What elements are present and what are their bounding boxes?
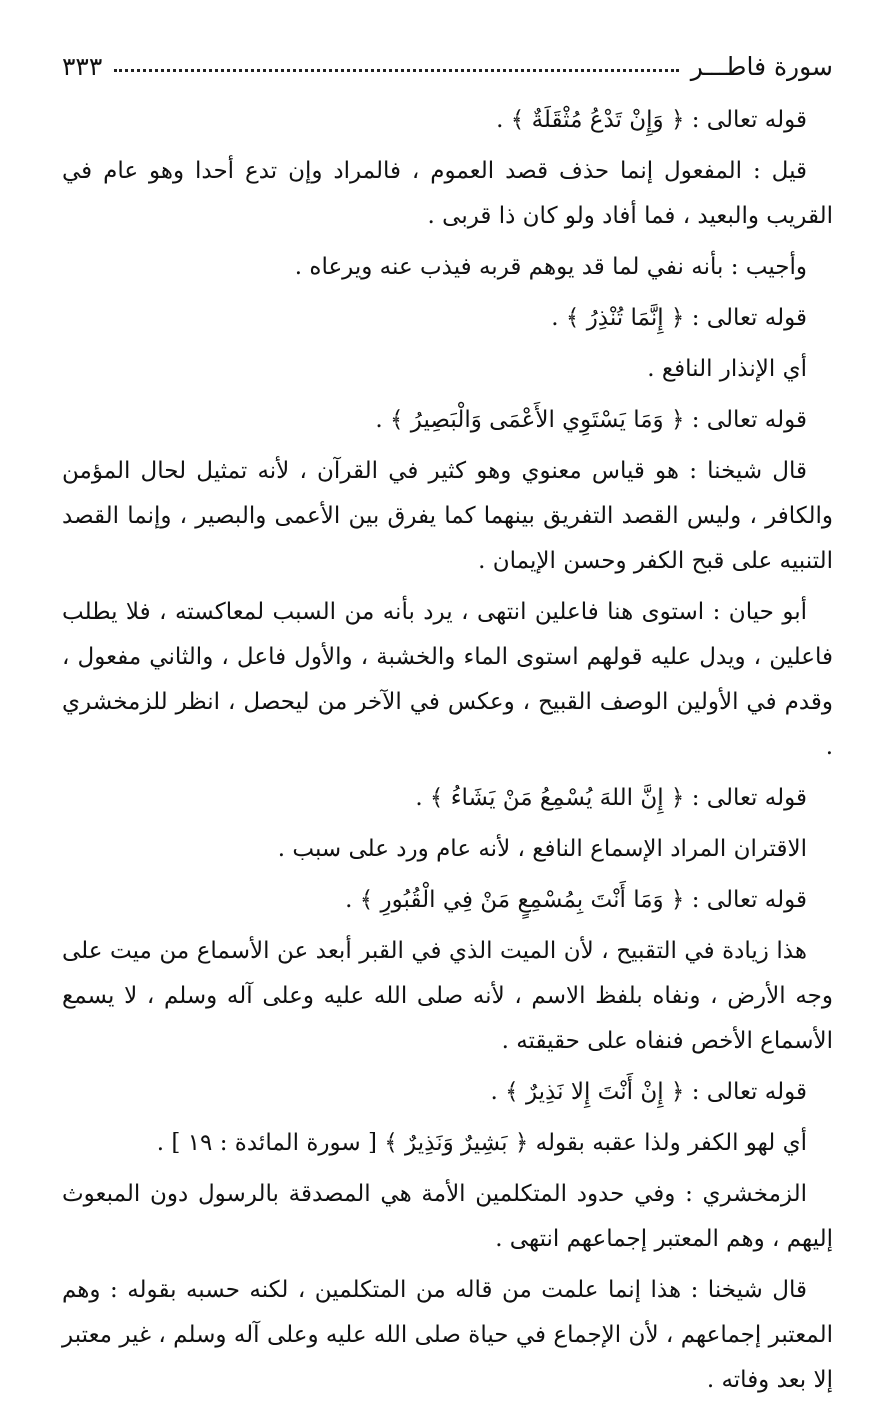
paragraph: الزمخشري : وفي حدود المتكلمين الأمة هي المصدقة بالرسول دون المبعوث إليهم ، وهم المعتبر إجماعهم انتهى . [62, 1181, 833, 1252]
paragraph: أي الإنذار النافع . [647, 356, 807, 382]
paragraph: قيل : المفعول إنما حذف قصد العموم ، فالمراد وإن تدع أحدا وهو عام في القريب والبعيد ، فما أفاد ولو كان ذا قربى . [62, 158, 833, 229]
paragraph: قوله تعالى : ﴿ إِنَّمَا تُنْذِرُ ﴾ . [551, 305, 807, 331]
paragraph: وأجيب : بأنه نفي لما قد يوهم قربه فيذب عنه ويرعاه . [294, 254, 807, 280]
paragraph: قال شيخنا : هذا إنما علمت من قاله من المتكلمين ، لكنه حسبه بقوله : وهم المعتبر إجماعهم ، لأن الإجماع في حياة صلى الله عليه وعلى آله وسلم ، غير معتبر إلا بعد وفاته . [62, 1277, 833, 1393]
page-body [62, 98, 833, 1409]
paragraph: قوله تعالى : ﴿ وَمَا أَنْتَ بِمُسْمِعٍ مَنْ فِي الْقُبُورِ ﴾ . [345, 887, 807, 913]
paragraph: قوله تعالى : ﴿ إِنْ أَنْتَ إِلا نَذِيرٌ ﴾ . [490, 1079, 807, 1105]
paragraph: قوله تعالى : ﴿ وَمَا يَسْتَوِي الأَعْمَى وَالْبَصِيرُ ﴾ . [375, 407, 807, 433]
paragraph: قال شيخنا : هو قياس معنوي وهو كثير في القرآن ، لأنه تمثيل لحال المؤمن والكافر ، وليس القصد التفريق بينهما كما يفرق بين الأعمى والبصير ، وإنما القصد التنبيه على قبح الكفر وحسن الإيمان . [62, 458, 833, 574]
paragraph: الاقتران المراد الإسماع النافع ، لأنه عام ورد على سبب . [277, 836, 807, 862]
paragraph: قوله تعالى : ﴿ إِنَّ اللهَ يُسْمِعُ مَنْ يَشَاءُ ﴾ . [415, 785, 807, 811]
header-dotted-leader [114, 69, 678, 72]
paragraph: أبو حيان : استوى هنا فاعلين انتهى ، يرد بأنه من السبب لمعاكسته ، فلا يطلب فاعلين ، ويدل عليه قولهم استوى الماء والخشبة ، والأول فاعل ، والثاني مفعول ، وقدم في الأولين الوصف القبيح ، وعكس في الآخر من ليحصل ، انظر للزمخشري . [62, 599, 833, 760]
paragraph: قوله تعالى : ﴿ وَإِنْ تَدْعُ مُثْقَلَةٌ ﴾ . [496, 107, 807, 133]
paragraph: أي لهو الكفر ولذا عقبه بقوله ﴿ بَشِيرٌ وَنَذِيرٌ ﴾ [ سورة المائدة : ١٩ ] . [156, 1130, 807, 1156]
paragraph: هذا زيادة في التقبيح ، لأن الميت الذي في القبر أبعد عن الأسماع من ميت على وجه الأرض ، ونفاه بلفظ الاسم ، لأنه صلى الله عليه وعلى آله وسلم ، لا يسمع الأسماع الأخص فنفاه على حقيقته . [62, 938, 833, 1054]
surah-title: سورة فاطـــر [690, 51, 833, 81]
page-header [62, 46, 833, 86]
page-number: ٣٣٣ [62, 51, 103, 81]
